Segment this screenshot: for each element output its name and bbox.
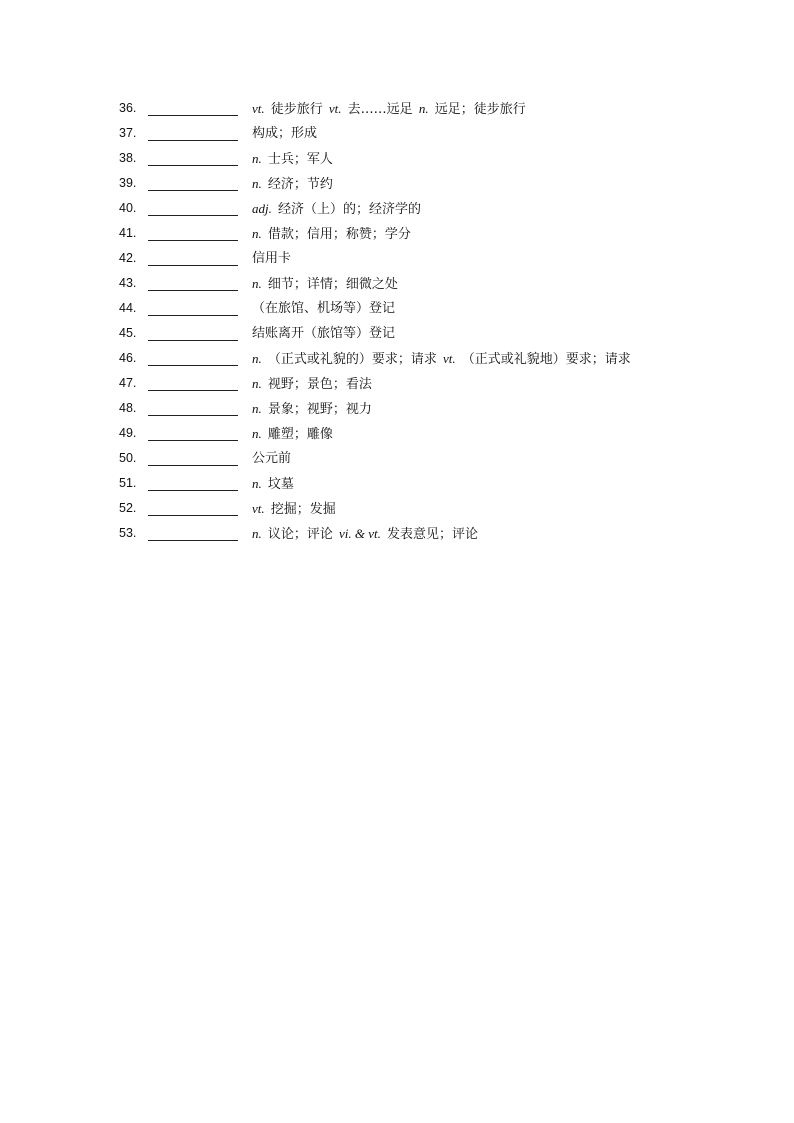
item-number: 44. (119, 301, 137, 315)
answer-blank[interactable] (148, 290, 238, 291)
item-number: 36. (119, 101, 137, 115)
vocab-item (0, 446, 794, 471)
definition-text: 视野；景色；看法 (263, 377, 372, 392)
vocab-item (0, 396, 794, 421)
item-number: 52. (119, 501, 137, 515)
definition-text: （正式或礼貌地）要求；请求 (457, 352, 631, 367)
vocab-item (0, 321, 794, 346)
answer-blank[interactable] (148, 315, 238, 316)
vocab-item (0, 246, 794, 271)
vocab-item (0, 171, 794, 196)
definition-text: 公元前 (252, 451, 292, 466)
definition-text: 士兵；军人 (263, 152, 333, 167)
definition-text: 发表意见；评论 (382, 527, 479, 542)
definition (252, 296, 397, 321)
item-number: 41. (119, 226, 137, 240)
vocab-item (0, 146, 794, 171)
definition (252, 171, 335, 197)
vocab-item (0, 296, 794, 321)
vocab-item (0, 96, 794, 121)
answer-blank[interactable] (148, 490, 238, 491)
definition (252, 521, 480, 547)
part-of-speech: n. (252, 351, 262, 366)
definition (252, 446, 293, 471)
definition-text: 细节；详情；细微之处 (263, 277, 398, 292)
item-number: 48. (119, 401, 137, 415)
definition-text: 去……远足 (343, 102, 417, 117)
definition (252, 321, 397, 346)
item-number: 53. (119, 526, 137, 540)
part-of-speech: vt. (252, 101, 265, 116)
answer-blank[interactable] (148, 240, 238, 241)
item-number: 40. (119, 201, 137, 215)
definition-text: 挖掘；发掘 (266, 502, 336, 517)
part-of-speech: adj. (252, 201, 272, 216)
definition-text: （在旅馆、机场等）登记 (252, 301, 396, 316)
definition (252, 371, 374, 397)
definition (252, 196, 423, 222)
definition (252, 496, 338, 522)
answer-blank[interactable] (148, 190, 238, 191)
part-of-speech: n. (252, 376, 262, 391)
item-number: 47. (119, 376, 137, 390)
definition-text: （正式或礼貌的）要求；请求 (263, 352, 442, 367)
item-number: 42. (119, 251, 137, 265)
part-of-speech: n. (252, 151, 262, 166)
answer-blank[interactable] (148, 415, 238, 416)
definition-text: 议论；评论 (263, 527, 338, 542)
definition-text: 景象；视野；视力 (263, 402, 372, 417)
definition-text: 构成；形成 (252, 126, 318, 141)
definition (252, 96, 528, 122)
definition (252, 271, 400, 297)
answer-blank[interactable] (148, 540, 238, 541)
answer-blank[interactable] (148, 365, 238, 366)
definition-text: 经济；节约 (263, 177, 333, 192)
part-of-speech: n. (252, 526, 262, 541)
item-number: 45. (119, 326, 137, 340)
vocab-item (0, 346, 794, 371)
definition-text: 坟墓 (263, 477, 294, 492)
item-number: 43. (119, 276, 137, 290)
definition (252, 471, 296, 497)
answer-blank[interactable] (148, 165, 238, 166)
definition-text: 远足；徒步旅行 (430, 102, 526, 117)
part-of-speech: vt. (443, 351, 456, 366)
vocab-item (0, 421, 794, 446)
answer-blank[interactable] (148, 440, 238, 441)
item-number: 38. (119, 151, 137, 165)
definition-text: 经济（上）的；经济学的 (273, 202, 422, 217)
answer-blank[interactable] (148, 390, 238, 391)
item-number: 37. (119, 126, 137, 140)
part-of-speech: n. (252, 426, 262, 441)
part-of-speech: vt. (328, 101, 342, 116)
definition-text: 信用卡 (252, 251, 292, 266)
vocab-item (0, 196, 794, 221)
answer-blank[interactable] (148, 265, 238, 266)
part-of-speech: n. (418, 101, 429, 116)
vocab-item (0, 221, 794, 246)
definition (252, 121, 319, 146)
vocab-item (0, 521, 794, 546)
answer-blank[interactable] (148, 140, 238, 141)
item-number: 46. (119, 351, 137, 365)
definition-text: 结账离开（旅馆等）登记 (252, 326, 396, 341)
item-number: 51. (119, 476, 137, 490)
part-of-speech: n. (252, 226, 262, 241)
vocab-item (0, 121, 794, 146)
part-of-speech: vi. & vt. (339, 526, 381, 541)
definition (252, 346, 633, 372)
part-of-speech: n. (252, 476, 262, 491)
answer-blank[interactable] (148, 340, 238, 341)
answer-blank[interactable] (148, 215, 238, 216)
answer-blank[interactable] (148, 515, 238, 516)
vocab-item (0, 471, 794, 496)
definition (252, 421, 335, 447)
definition-text: 雕塑；雕像 (263, 427, 333, 442)
vocab-item (0, 496, 794, 521)
definition (252, 221, 413, 247)
definition (252, 246, 293, 271)
part-of-speech: n. (252, 401, 262, 416)
part-of-speech: n. (252, 176, 262, 191)
vocab-item (0, 271, 794, 296)
definition-text: 借款；信用；称赞；学分 (263, 227, 411, 242)
part-of-speech: vt. (252, 501, 265, 516)
item-number: 39. (119, 176, 137, 190)
vocab-item (0, 371, 794, 396)
answer-blank[interactable] (148, 115, 238, 116)
definition (252, 396, 374, 422)
part-of-speech: n. (252, 276, 262, 291)
item-number: 49. (119, 426, 137, 440)
definition (252, 146, 335, 172)
item-number: 50. (119, 451, 137, 465)
answer-blank[interactable] (148, 465, 238, 466)
definition-text: 徒步旅行 (266, 102, 327, 117)
vocabulary-worksheet (0, 96, 794, 546)
